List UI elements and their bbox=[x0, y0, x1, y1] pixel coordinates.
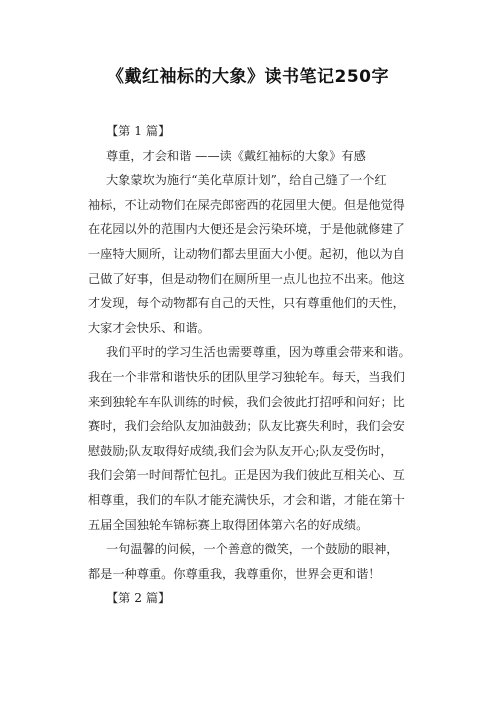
essay-subtitle: 尊重，才会和谐 ——读《戴红袖标的大象》有感 bbox=[106, 148, 366, 163]
document-title: 《戴红袖标的大象》读书笔记250字 bbox=[107, 67, 389, 87]
section-heading-2: 【第 2 篇】 bbox=[106, 591, 171, 606]
paragraph-line: 大象蒙坎为施行“美化草原计划”，给自己缝了一个红 bbox=[106, 173, 387, 188]
paragraph-line: 都是一种尊重。你尊重我，我尊重你，世界会更和谐！ bbox=[88, 566, 381, 581]
paragraph-line: 慰鼓励;队友取得好成绩,我们会为队友开心;队友受伤时， bbox=[88, 443, 393, 458]
paragraph-line: 大家才会快乐、和谐。 bbox=[88, 320, 210, 335]
paragraph-line: 五届全国独轮车锦标赛上取得团体第六名的好成绩。 bbox=[88, 517, 369, 532]
paragraph-line: 在花园以外的范围内大便还是会污染环境，于是他就修建了 bbox=[88, 222, 405, 237]
paragraph-line: 赛时，我们会给队友加油鼓劲；队友比赛失利时，我们会安 bbox=[88, 419, 405, 434]
paragraph-line: 我们会第一时间帮忙包扎。正是因为我们彼此互相关心、互 bbox=[88, 468, 405, 483]
section-heading-1: 【第 1 篇】 bbox=[106, 124, 171, 138]
paragraph-line: 我在一个非常和谐快乐的团队里学习独轮车。每天，当我们 bbox=[88, 369, 405, 384]
paragraph-line: 才发现，每个动物都有自己的天性，只有尊重他们的天性， bbox=[88, 296, 405, 311]
paragraph-line: 相尊重，我们的车队才能充满快乐，才会和谐，才能在第十 bbox=[88, 492, 405, 507]
paragraph-line: 一句温馨的问候，一个善意的微笑，一个鼓励的眼神， bbox=[106, 542, 399, 557]
paragraph-line: 己做了好事，但是动物们在厕所里一点儿也拉不出来。他这 bbox=[88, 271, 405, 286]
paragraph-line: 来到独轮车车队训练的时候，我们会彼此打招呼和问好；比 bbox=[88, 394, 405, 409]
paragraph-line: 一座特大厕所，让动物们都去里面大小便。起初，他以为自 bbox=[88, 246, 405, 261]
document-body bbox=[88, 119, 444, 611]
paragraph-line: 袖标，不让动物们在屎壳郎密西的花园里大便。但是他觉得 bbox=[88, 197, 405, 212]
paragraph-line: 我们平时的学习生活也需要尊重，因为尊重会带来和谐。 bbox=[106, 345, 411, 360]
